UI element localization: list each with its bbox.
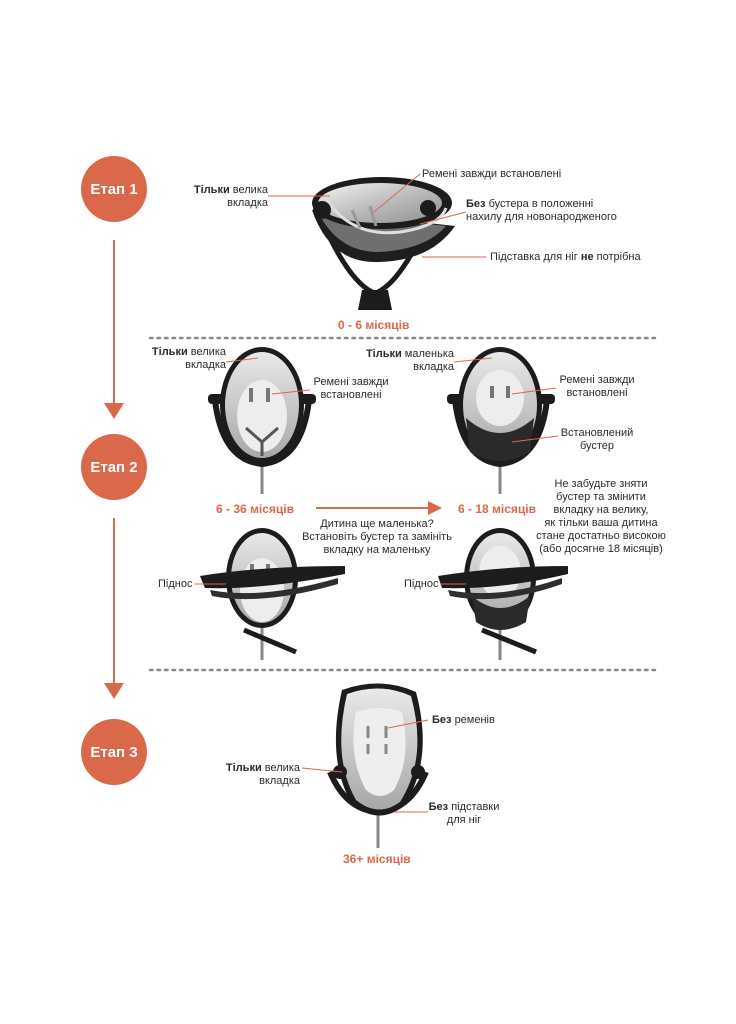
stage-2-label: Етап 2	[90, 458, 138, 476]
stage2-left-age: 6 - 36 місяців	[216, 502, 294, 516]
stage3-age: 36+ місяців	[343, 852, 411, 866]
stage-1-label: Етап 1	[90, 180, 138, 198]
chair-stage2-right-illustration	[447, 347, 555, 494]
stage-1-badge	[81, 156, 147, 222]
flow-arrow-1-to-2	[104, 240, 124, 419]
flow-arrow-2-to-3	[104, 518, 124, 699]
stage3-straps-label: Без ременів	[432, 714, 495, 726]
stage2-left-insert-label: Тільки велика вкладка	[151, 346, 226, 371]
stage-2-badge	[81, 434, 147, 500]
stage-3-label: Етап 3	[90, 743, 138, 761]
stage1-straps-label: Ремені завжди встановлені	[422, 168, 562, 180]
stage2-right-straps-label: Ремені завжди встановлені	[559, 374, 635, 399]
stage-3-badge	[81, 719, 147, 785]
stage2-tray-left-label: Піднос	[158, 578, 193, 590]
stage2-left-straps-label: Ремені завжди встановлені	[313, 376, 389, 401]
chair-stage1-illustration	[312, 177, 455, 310]
stage1-insert-label: Тільки велика вкладка	[193, 184, 268, 209]
chair-stage3-illustration	[330, 683, 426, 848]
stage1-age: 0 - 6 місяців	[338, 318, 410, 332]
stage2-right-age: 6 - 18 місяців	[458, 502, 536, 516]
stage2-right-insert-label: Тільки маленька вкладка	[365, 348, 454, 373]
stage3-insert-label: Тільки велика вкладка	[225, 762, 300, 787]
transition-arrow	[316, 501, 442, 515]
stage1-footrest-label: Підставка для ніг не потрібна	[490, 251, 641, 263]
stage2-note-small: Дитина ще маленька? Встановіть бустер та замініть вкладку на маленьку	[302, 518, 452, 556]
stage2-tray-right-label: Піднос	[404, 578, 439, 590]
stage1-booster-label: Без бустера в положенні нахилу для новонародженого	[466, 198, 617, 223]
stage2-right-booster-label: Встановлений бустер	[560, 427, 634, 452]
stage2-note-big: Не забудьте зняти бустер та змінити вкладку на велику, як тільки ваша дитина стане достатньо високою (або досягне 18 місяців)	[536, 478, 666, 555]
stage3-footrest-label: Без підставки для ніг	[428, 801, 500, 826]
